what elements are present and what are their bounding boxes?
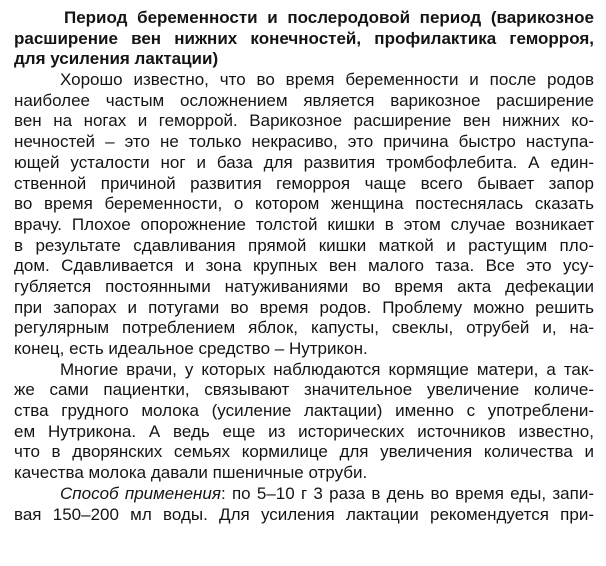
text-line: нечностей – это не только некрасиво, это причина быстро наступа-	[14, 132, 594, 152]
paragraph-lactation	[14, 360, 594, 484]
text-line	[14, 484, 594, 505]
text-line: врачу. Плохое опорожнение толстой кишки в этом случае возникает	[14, 214, 594, 234]
text-line: дом. Сдавливается и зона крупных вен малого таза. Все это усу-	[14, 256, 594, 276]
heading-line: Период беременности и послеродовой период (варикозное	[64, 8, 594, 27]
heading-line: расширение вен нижних конечностей, профилактика геморроя,	[14, 28, 594, 48]
text-line: во время беременности, о котором женщина постеснялась сказать	[14, 194, 594, 214]
text-line: регулярным потреблением яблок, капусты, свеклы, отрубей и, на-	[14, 318, 594, 338]
text-line: ющей усталости ног и база для развития тромбофлебита. А един-	[14, 152, 594, 172]
text-line: наиболее частым осложнением является варикозное расширение	[14, 90, 594, 110]
text-line: вая 150–200 мл воды. Для усиления лактации рекомендуется при-	[14, 504, 594, 524]
text-line: конец, есть идеальное средство – Нутрикон.	[14, 339, 368, 358]
text-line: качества молока давали пшеничные отруби.	[14, 463, 368, 483]
heading-line: для усиления лактации)	[14, 49, 219, 69]
text-line: Хорошо известно, что во время беременности и после родов	[60, 70, 594, 90]
text-line: ственной причиной развития геморроя чаще всего бывает запор	[14, 173, 594, 193]
text-line: ем Нутрикона. А ведь еще из исторических источников известно,	[14, 421, 594, 441]
text-line: Многие врачи, у которых наблюдаются кормящие матери, а так-	[60, 359, 594, 379]
text-line: ства грудного молока (усиление лактации) именно с употреблени-	[14, 401, 594, 421]
paragraph-usage	[14, 484, 594, 525]
paragraph-intro	[14, 70, 594, 360]
text-line: же сами пациентки, связывают значительное увеличение количе-	[14, 380, 594, 400]
text-line: что в дворянских семьях кормилице для увеличения количества и	[14, 442, 594, 462]
text-line: вен на ногах и геморрой. Варикозное расширение вен нижних ко-	[14, 111, 594, 131]
text-line: губляется постоянными натуживаниями во время акта дефекации	[14, 276, 594, 296]
usage-text: : по 5–10 г 3 раза в день во время еды, запи-	[220, 483, 594, 503]
usage-label: Способ применения	[60, 483, 221, 503]
text-line: при запорах и потугами во время родов. Проблему можно решить	[14, 297, 594, 317]
text-line: в результате сдавливания прямой кишки маткой и растущим пло-	[14, 235, 594, 255]
section-heading	[14, 8, 594, 70]
